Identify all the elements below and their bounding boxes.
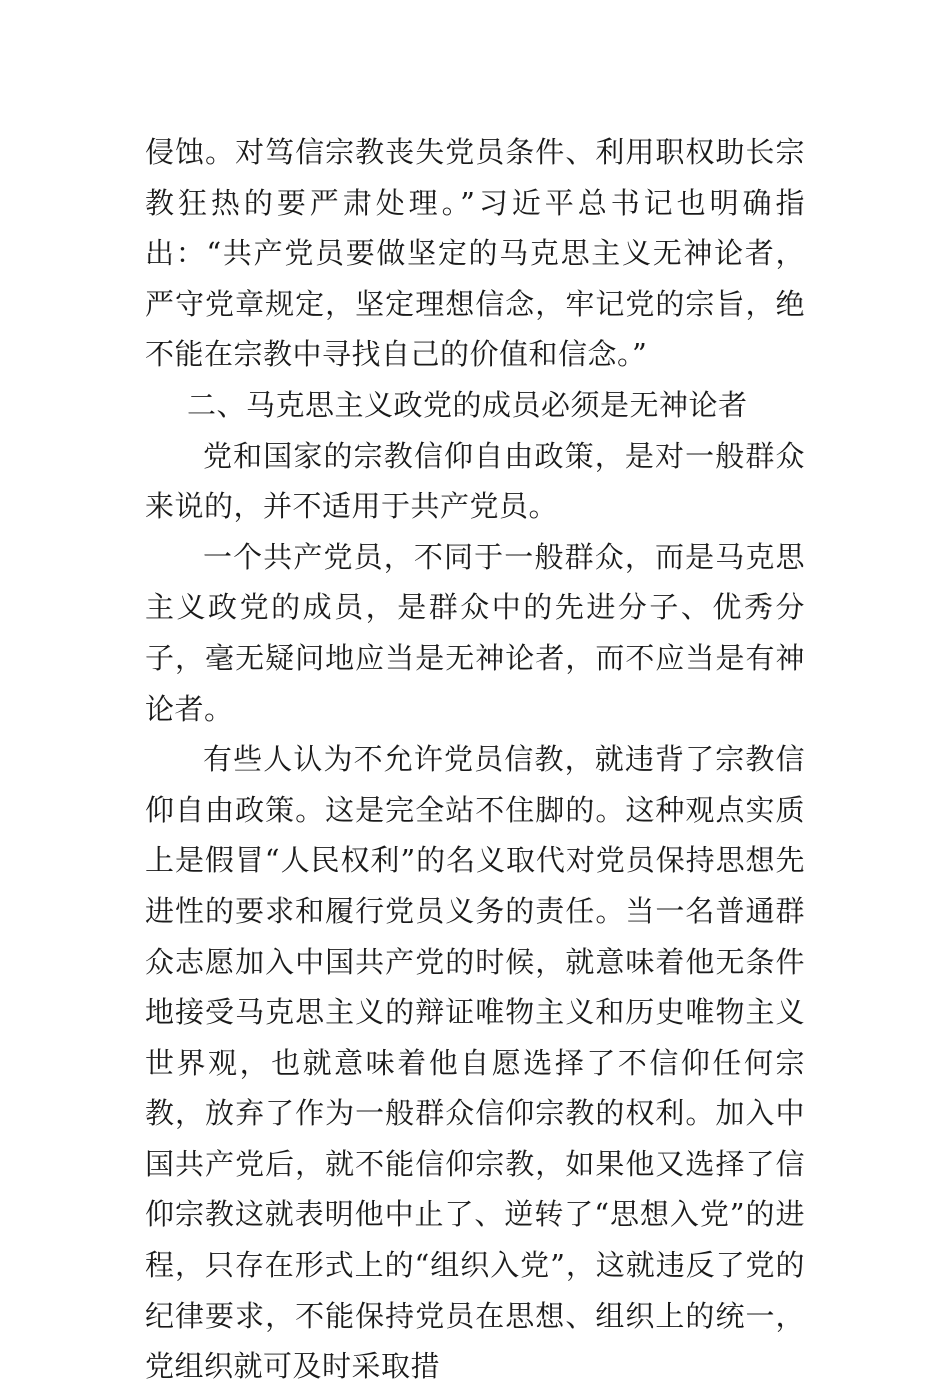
paragraph: 有些人认为不允许党员信教，就违背了宗教信仰自由政策。这是完全站不住脚的。这种观点实质上是假冒“人民权利”的名义取代对党员保持思想先进性的要求和履行党员义务的责任。当一名普通群众志愿加入中国共产党的时候，就意味着他无条件地接受马克思主义的辩证唯物主义和历史唯物主义世界观，也就意味着他自愿选择了不信仰任何宗教，放弃了作为一般群众信仰宗教的权利。加入中国共产党后，就不能信仰宗教，如果他又选择了信仰宗教这就表明他中止了、逆转了“思想入党”的进程，只存在形式上的“组织入党”，这就违反了党的纪律要求，不能保持党员在思想、组织上的统一，党组织就可及时采取措 [145, 742, 805, 1384]
paragraph: 一个共产党员，不同于一般群众，而是马克思主义政党的成员，是群众中的先进分子、优秀分子，毫无疑问地应当是无神论者，而不应当是有神论者。 [145, 539, 805, 726]
paragraph: 党和国家的宗教信仰自由政策，是对一般群众来说的，并不适用于共产党员。 [145, 438, 805, 524]
section-heading: 二、马克思主义政党的成员必须是无神论者 [187, 387, 748, 422]
body-text [145, 127, 805, 1392]
paragraph-continuation: 侵蚀。对笃信宗教丧失党员条件、利用职权助长宗教狂热的要严肃处理。”习近平总书记也明确指出：“共产党员要做坚定的马克思主义无神论者，严守党章规定，坚定理想信念，牢记党的宗旨，绝不能在宗教中寻找自己的价值和信念。” [145, 135, 805, 372]
